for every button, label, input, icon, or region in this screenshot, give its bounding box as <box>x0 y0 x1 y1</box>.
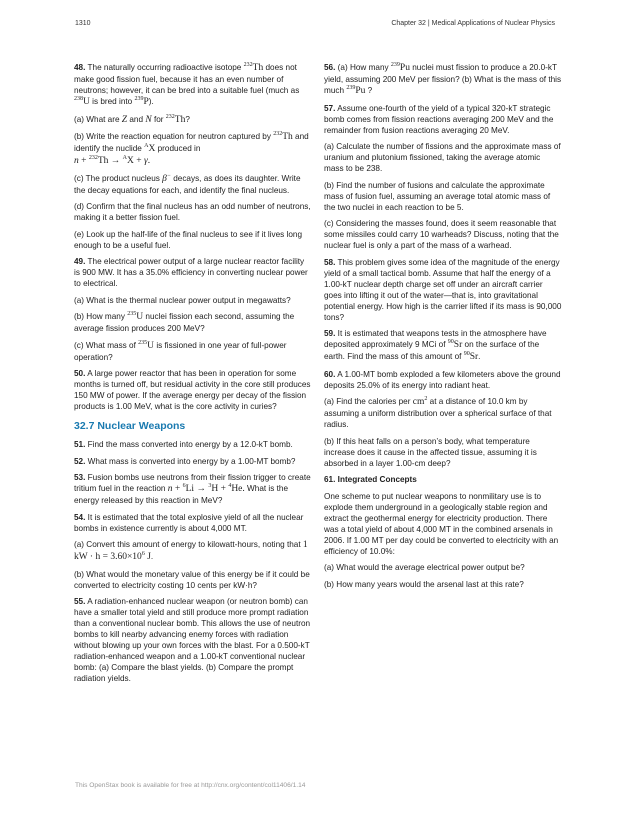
problem-57: 57. Assume one-fourth of the yield of a typical 320-kT strategic bomb comes from fission reactions averaging 200 MeV and the remainder from fusion reactions averaging 20 MeV. <box>324 103 554 135</box>
problem-59: 59. It is estimated that weapons tests in the atmosphere have deposited approximately 9 MCi of $^{90}$Sr on the surface of the earth. Find the mass of this amount of $^{90}$Sr. <box>324 329 547 362</box>
problem-60-a: (a) Find the calories per $cm^2$ at a distance of 10.0 km by assuming a uniform distribution over a spherical surface of that radius. <box>324 396 552 429</box>
problem-54-b: (b) What would the monetary value of this energy be if it could be converted to electricity costing 10 cents per kW·h? <box>74 569 310 590</box>
equation-53: n + $^6$Li → $^3$H + $^4$He. <box>167 483 245 494</box>
problem-51: 51. Find the mass converted into energy by a 12.0-kT bomb. <box>74 440 293 449</box>
left-column <box>74 62 312 690</box>
equation-48: n + $^{232}$Th → $^A$X + γ. <box>74 155 151 166</box>
problem-48-e: (e) Look up the half-life of the final nucleus to see if it lives long enough to be a useful fuel. <box>74 229 303 250</box>
chapter-header: Chapter 32 | Medical Applications of Nuclear Physics <box>391 20 555 27</box>
right-column <box>324 62 562 595</box>
section-title: 32.7 Nuclear Weapons <box>74 420 186 432</box>
problem-48-d: (d) Confirm that the final nucleus has an odd number of neutrons, making it a better fission fuel. <box>74 202 311 222</box>
problem-49: 49. The electrical power output of a large nuclear reactor facility is 900 MW. It has a 35.0% efficiency in converting nuclear power to electrical. <box>74 257 308 288</box>
problem-54-a: (a) Convert this amount of energy to kilowatt-hours, noting that 1 kW · $h = 3.60\times 10^6$ J. <box>74 540 308 562</box>
problem-53: 53. Fusion bombs use neutrons from their fission trigger to create tritium fuel in the reaction n + $^6$Li → $^3$H + $^4$He. What is the energy released by this reaction in MeV? <box>74 473 311 505</box>
problem-57-b: (b) Find the number of fusions and calculate the approximate mass of fusion fuel, assuming an average total atomic mass of the two nuclei in each reaction to be 5. <box>324 180 551 212</box>
problem-49-a: (a) What is the thermal nuclear power output in megawatts? <box>74 295 291 305</box>
problem-49-c: (c) What mass of $^{235}$U is fissioned in one year of full-power operation? <box>74 339 287 362</box>
problem-48: 48. The naturally occurring radioactive isotope $^{232}$Th does not make good fission fuel, because it has an even number of neutrons; however, it can be bred into a suitable fuel (much as $^{238}$U is bred into $^{239}$P). <box>74 62 300 107</box>
problem-58: 58. This problem gives some idea of the magnitude of the energy yield of a small tactical bomb. Assume that half the energy of a 1.00-kT nuclear depth charge set off under an aircraft carrier goes into lifting it out of the water—that is, into gravitational potential energy. How high is the carrier lifted if its mass is 90,000 tons? <box>324 257 562 322</box>
problem-61-b: (b) How many years would the arsenal last at this rate? <box>324 579 524 589</box>
problem-56: 56. (a) How many $^{239}$Pu nuclei must fission to produce a 20.0-kT yield, assuming 200 MeV per fission? (b) What is the mass of this much $^{239}$Pu ? <box>324 62 562 96</box>
page-number: 1310 <box>75 20 91 27</box>
problem-61: One scheme to put nuclear weapons to nonmilitary use is to explode them underground in a geologically stable region and extract the geothermal energy for electricity production. There was a total yield of about 4,000 MT in the combined arsenals in 2006. If 1.00 MT per day could be converted to electricity with an efficiency of 10.0%: <box>324 491 559 556</box>
problem-48-b: (b) Write the reaction equation for neutron captured by $^{232}$Th and identify the nuclide $^A$X produced in n + $^{232}$Th → $^A$X + γ. <box>74 131 309 166</box>
problem-60: 60. A 1.00-MT bomb exploded a few kilometers above the ground deposits 25.0% of its energy into radiant heat. <box>324 369 561 390</box>
problem-57-a: (a) Calculate the number of fissions and the approximate mass of uranium and plutonium fissioned, taking the average atomic mass to be 238. <box>324 142 561 173</box>
problem-50: 50. A large power reactor that has been in operation for some months is turned off, but residual activity in the core still produces 150 MW of power. If the average energy per decay of the fission products is 1.00 MeV, what is the core activity in curies? <box>74 369 311 411</box>
problem-48-a: (a) What are Z and N for $^{232}$Th? <box>74 113 190 125</box>
problem-57-c: (c) Considering the masses found, does it seem reasonable that some missiles could carry 10 warheads? Discuss, noting that the nuclear fuel is only a part of the mass of a warhead. <box>324 219 559 250</box>
problem-55: 55. A radiation-enhanced nuclear weapon (or neutron bomb) can have a smaller total yield and still produce more prompt radiation than a conventional nuclear bomb. This allows the use of neutron bombs to kill nearby advancing enemy forces with radiation without blowing up your own forces with the blast. For a 0.500-kT radiation-enhanced weapon and a 1.00-kT conventional nuclear bomb: (a) Compare the blast yields. (b) Compare the prompt radiation yields. <box>74 597 311 683</box>
problem-60-b: (b) If this heat falls on a person’s body, what temperature increase does it cause in the affected tissue, assuming it is absorbed in a layer 1.00-cm deep? <box>324 436 537 468</box>
problem-49-b: (b) How many $^{235}$U nuclei fission each second, assuming the average fission produces 200 MeV? <box>74 311 295 333</box>
problem-54: 54. It is estimated that the total explosive yield of all the nuclear bombs in existence currently is about 4,000 MT. <box>74 512 304 533</box>
problem-52: 52. What mass is converted into energy by a 1.00-MT bomb? <box>74 456 296 466</box>
footer-license: This OpenStax book is available for free at http://cnx.org/content/col11406/1.14 <box>75 782 306 789</box>
problem-61-heading: 61. Integrated Concepts <box>324 475 417 484</box>
problem-48-c: (c) The product nucleus β− decays, as does its daughter. Write the decay equations for each, and identify the final nucleus. <box>74 172 301 195</box>
problem-61-a: (a) What would the average electrical power output be? <box>324 563 525 572</box>
